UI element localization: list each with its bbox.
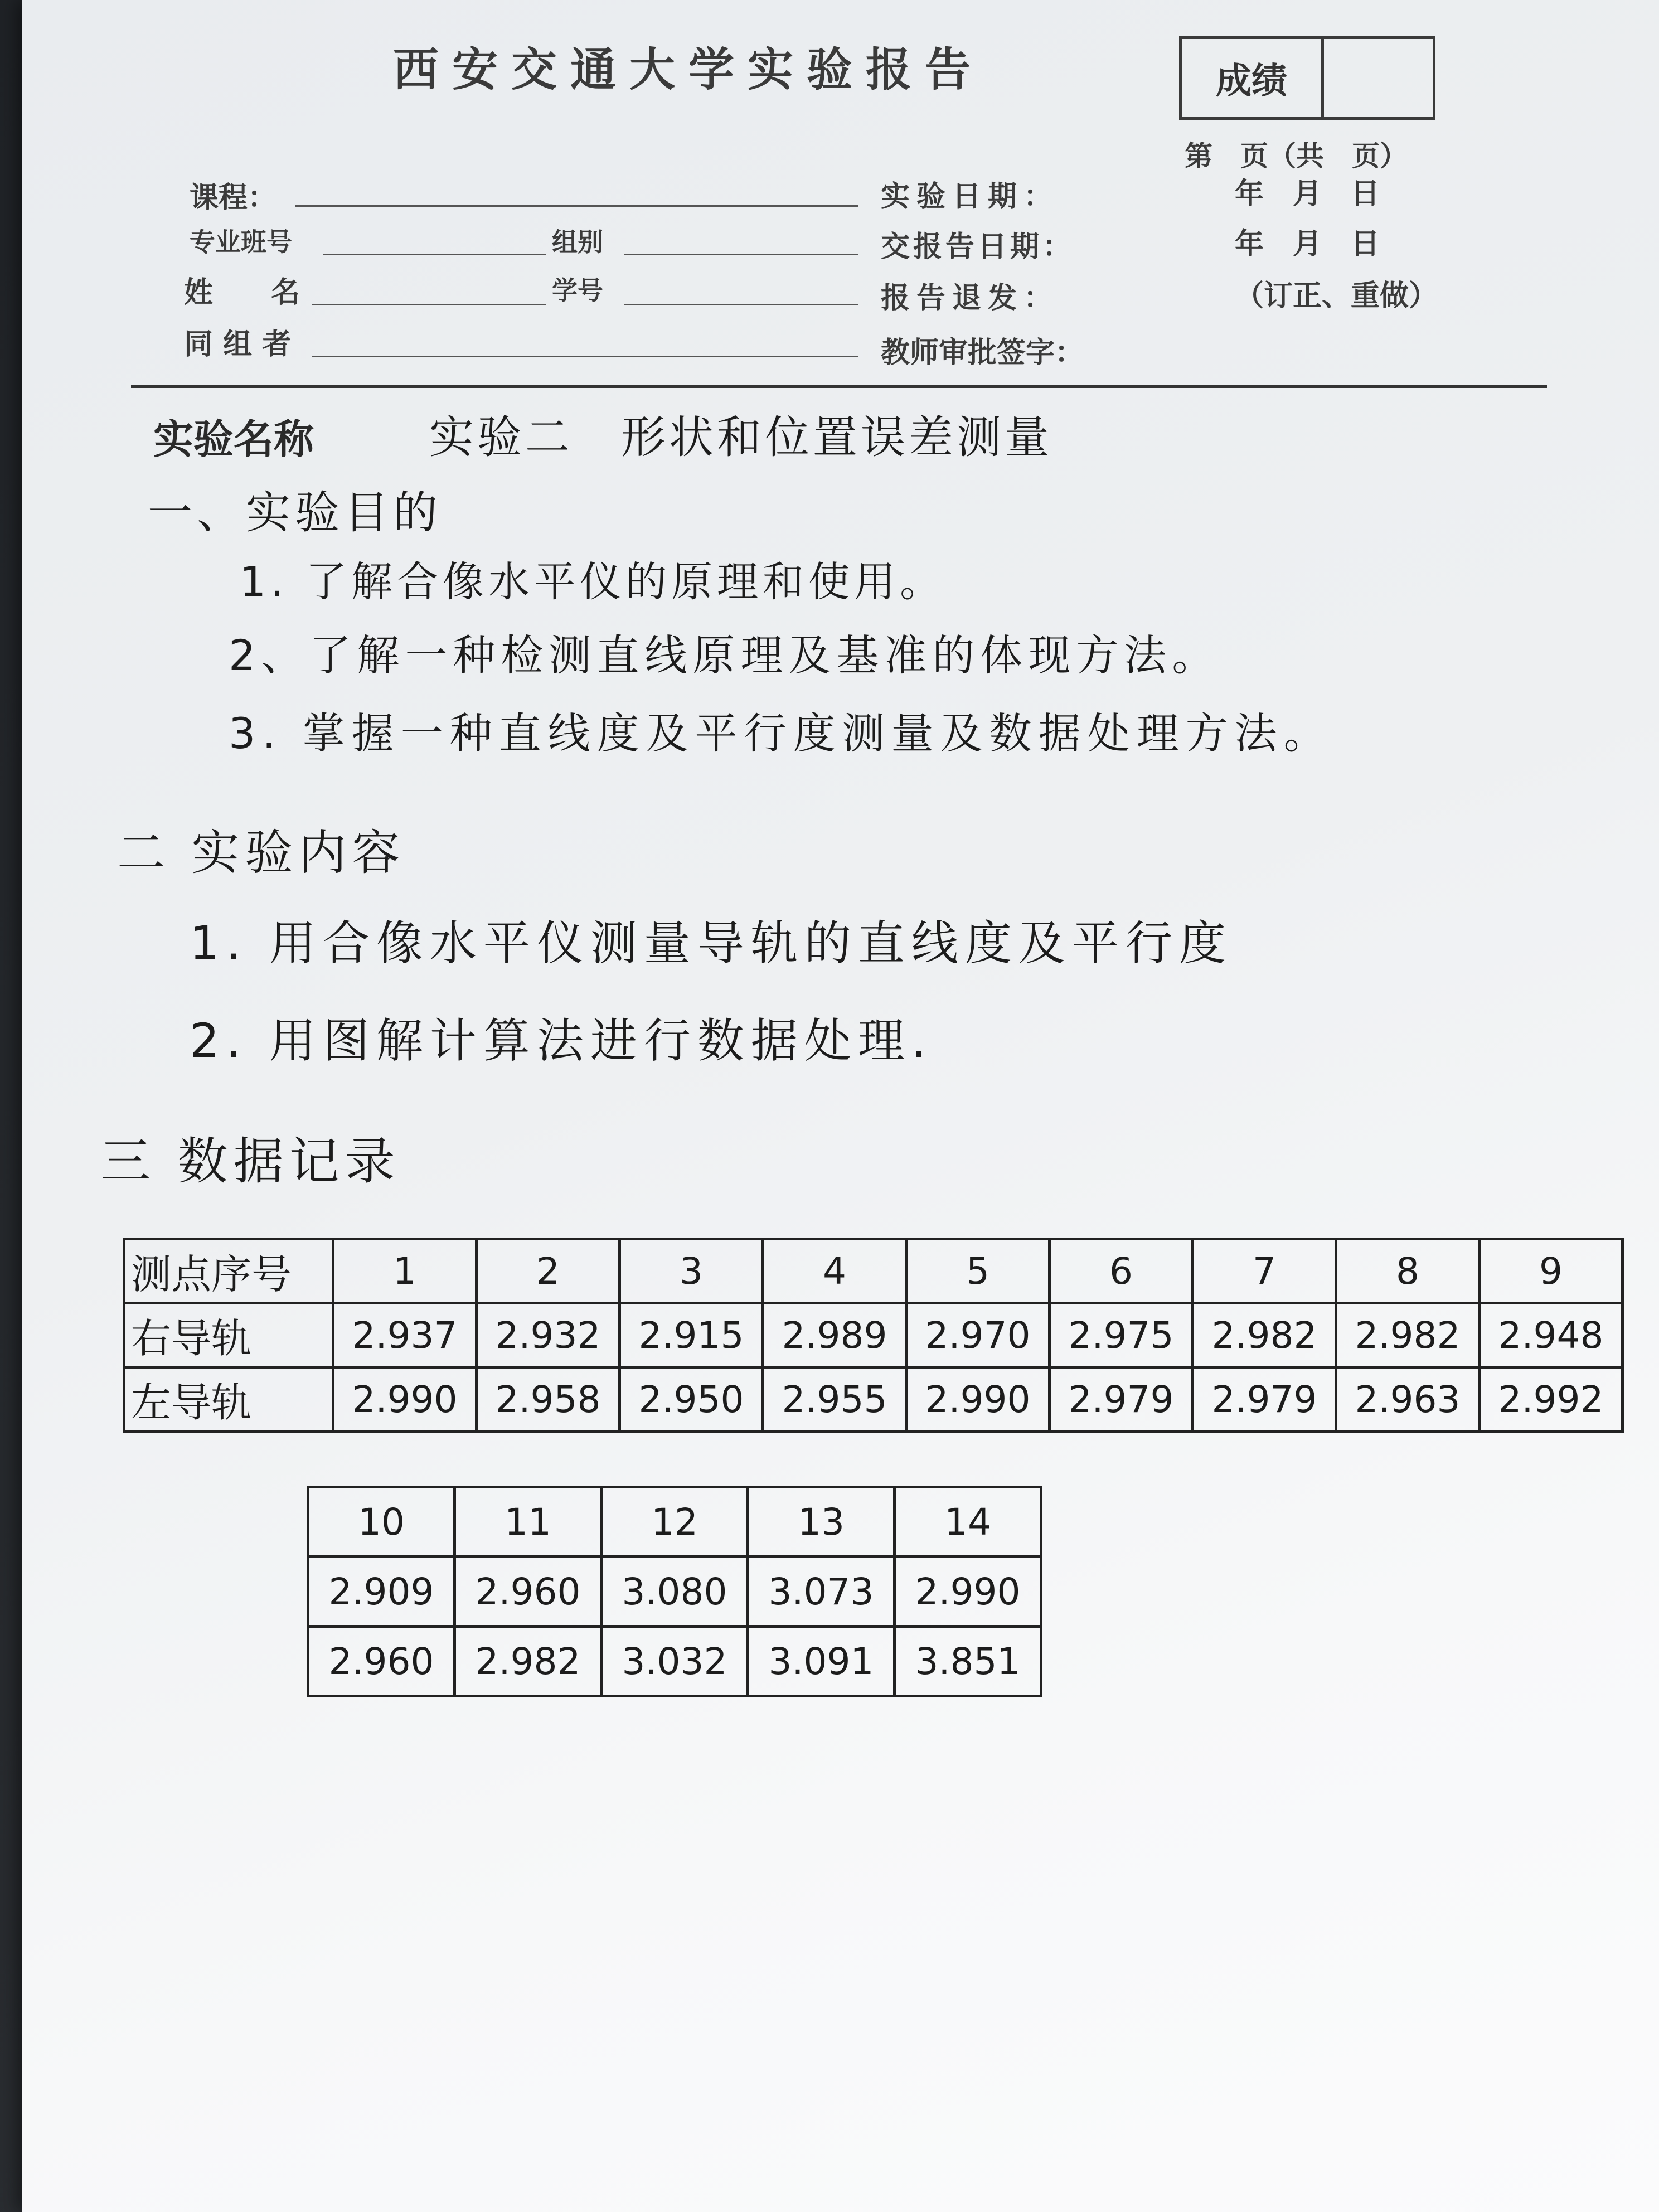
experiment-name-value: 实验二 形状和位置误差测量: [429, 411, 1052, 463]
purpose-item-1: 1. 了解合像水平仪的原理和使用。: [240, 558, 946, 606]
table-cell: 2.982: [1336, 1303, 1479, 1367]
experiment-name-label: 实验名称: [153, 415, 314, 463]
table-cell: 2.992: [1479, 1367, 1623, 1432]
student-id-label: 学号: [552, 275, 603, 305]
table-header-cell: 5: [906, 1239, 1050, 1303]
table-row: [308, 1627, 1041, 1696]
table-header-cell: 9: [1479, 1239, 1623, 1303]
table-cell: 2.960: [308, 1627, 455, 1696]
table-header-cell: 3: [620, 1239, 763, 1303]
content-item-1: 1. 用合像水平仪测量导轨的直线度及平行度: [190, 916, 1233, 971]
submit-date-label: 交报告日期：: [881, 230, 1075, 264]
table-row: [308, 1557, 1041, 1627]
student-id-field[interactable]: [624, 304, 858, 305]
class-field[interactable]: [323, 254, 546, 255]
table-header-cell: 11: [455, 1487, 601, 1557]
table-header-cell: 4: [763, 1239, 906, 1303]
experiment-date-label: 实验日期：: [881, 180, 1060, 214]
submit-date-value: 年 月 日: [1235, 227, 1380, 261]
table-cell: 2.958: [477, 1367, 620, 1432]
table-cell: 3.032: [601, 1627, 748, 1696]
partners-field[interactable]: [312, 356, 858, 357]
table-cell: 2.955: [763, 1367, 906, 1432]
grade-box: [1179, 36, 1435, 120]
return-value: （订正、重做）: [1235, 279, 1438, 313]
table-header-cell: 1: [333, 1239, 477, 1303]
content-item-2: 2. 用图解计算法进行数据处理.: [190, 1013, 933, 1068]
header-divider: [131, 385, 1547, 388]
table-header-cell: 10: [308, 1487, 455, 1557]
measurement-table-1: [123, 1238, 1624, 1433]
table-cell: 2.960: [455, 1557, 601, 1627]
table-cell: 3.851: [895, 1627, 1041, 1696]
table-header-cell: 12: [601, 1487, 748, 1557]
table-cell: 2.948: [1479, 1303, 1623, 1367]
table-cell: 2.932: [477, 1303, 620, 1367]
table-cell: 3.073: [748, 1557, 895, 1627]
table-cell: 2.989: [763, 1303, 906, 1367]
table-cell: 2.915: [620, 1303, 763, 1367]
table-cell: 2.982: [455, 1627, 601, 1696]
table-cell: 2.990: [906, 1367, 1050, 1432]
report-paper: [22, 0, 1659, 2212]
table-header-cell: 14: [895, 1487, 1041, 1557]
table-header-row: [308, 1487, 1041, 1557]
name-label: 姓 名: [184, 275, 300, 309]
group-label: 组别: [552, 227, 603, 257]
table-header-cell: 8: [1336, 1239, 1479, 1303]
purpose-item-3: 3. 掌握一种直线度及平行度测量及数据处理方法。: [229, 709, 1333, 758]
group-field[interactable]: [624, 254, 858, 255]
table-cell: 2.909: [308, 1557, 455, 1627]
table-header-cell: 2: [477, 1239, 620, 1303]
table-cell: 2.982: [1193, 1303, 1336, 1367]
table-cell: 3.091: [748, 1627, 895, 1696]
purpose-item-2: 2、了解一种检测直线原理及基准的体现方法。: [229, 630, 1220, 680]
page-info: 第 页（共 页）: [1185, 139, 1408, 172]
name-field[interactable]: [312, 304, 546, 305]
table-row-label: 左导轨: [124, 1367, 333, 1432]
measurement-table-2: [307, 1486, 1042, 1697]
table-cell: 2.970: [906, 1303, 1050, 1367]
section-heading-data: 三 数据记录: [100, 1132, 401, 1191]
table-cell: 2.937: [333, 1303, 477, 1367]
table-cell: 2.975: [1050, 1303, 1193, 1367]
course-label: 课程：: [190, 181, 277, 215]
table-row: [124, 1303, 1623, 1367]
table-row: [124, 1367, 1623, 1432]
grade-label: 成绩: [1182, 39, 1324, 117]
table-header-cell: 6: [1050, 1239, 1193, 1303]
grade-value-field[interactable]: [1324, 39, 1433, 117]
table-cell: 2.990: [895, 1557, 1041, 1627]
experiment-date-value: 年 月 日: [1235, 177, 1380, 211]
course-field[interactable]: [295, 205, 858, 207]
section-heading-purpose: 一、实验目的: [148, 487, 442, 539]
table-row-label: 右导轨: [124, 1303, 333, 1367]
table-cell: 2.979: [1050, 1367, 1193, 1432]
class-label: 专业班号: [190, 227, 292, 257]
table-header-row: [124, 1239, 1623, 1303]
table-cell: 3.080: [601, 1557, 748, 1627]
table-cell: 2.963: [1336, 1367, 1479, 1432]
section-heading-content: 二 实验内容: [117, 825, 406, 881]
report-title: 西安交通大学实验报告: [393, 43, 984, 96]
partners-label: 同 组 者: [184, 327, 292, 361]
table-header-cell: 7: [1193, 1239, 1336, 1303]
table-header-cell: 13: [748, 1487, 895, 1557]
table-cell: 2.950: [620, 1367, 763, 1432]
return-label: 报告退发：: [881, 281, 1060, 315]
table-cell: 2.990: [333, 1367, 477, 1432]
table-cell: 2.979: [1193, 1367, 1336, 1432]
table-header-cell: 测点序号: [124, 1239, 333, 1303]
teacher-signature-label: 教师审批签字：: [881, 336, 1084, 370]
